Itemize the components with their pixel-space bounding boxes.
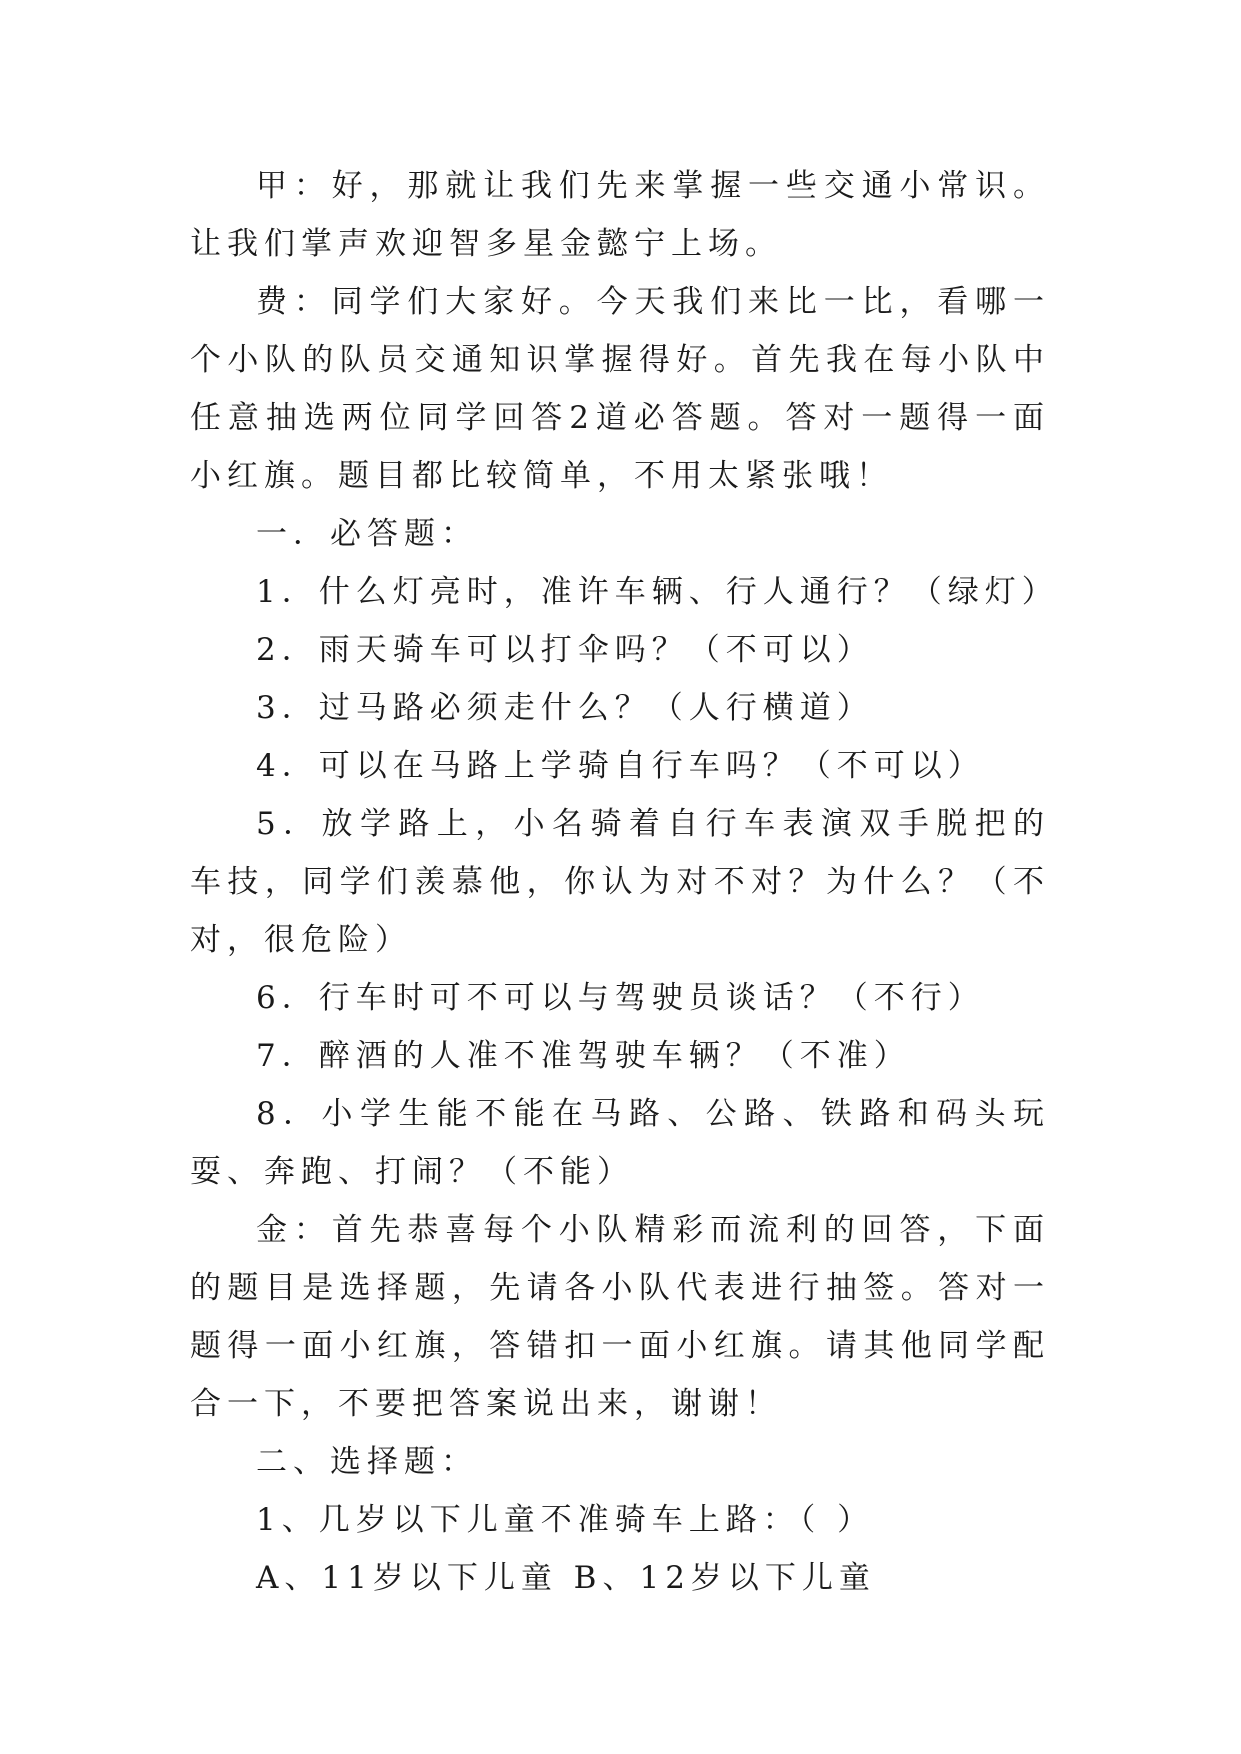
- question-item: 1．什么灯亮时，准许车辆、行人通行？（绿灯）: [256, 574, 1059, 610]
- choice-options: A、11岁以下儿童 B、12岁以下儿童: [256, 1560, 876, 1596]
- paragraph-intro-jia: 甲：好，那就让我们先来掌握一些交通小常识。让我们掌声欢迎智多星金懿宁上场。: [190, 168, 1050, 262]
- question-item: 2．雨天骑车可以打伞吗？（不可以）: [256, 632, 874, 668]
- question-item: 4．可以在马路上学骑自行车吗？（不可以）: [256, 748, 985, 784]
- paragraph-jin-rules: 金：首先恭喜每个小队精彩而流利的回答，下面的题目是选择题，先请各小队代表进行抽签。答对一题得一面小红旗，答错扣一面小红旗。请其他同学配合一下，不要把答案说出来，谢谢！: [190, 1212, 1050, 1422]
- question-item: 8．小学生能不能在马路、公路、铁路和码头玩耍、奔跑、打闹？（不能）: [190, 1096, 1050, 1190]
- question-item: 6．行车时可不可以与驾驶员谈话？（不行）: [256, 980, 985, 1016]
- question-item: 7．醉酒的人准不准驾驶车辆？（不准）: [256, 1038, 911, 1074]
- question-item: 5．放学路上，小名骑着自行车表演双手脱把的车技，同学们羡慕他，你认为对不对？为什么？（不对，很危险）: [190, 806, 1050, 958]
- section-heading-required: 一．必答题：: [256, 516, 478, 552]
- document-body: [190, 157, 1059, 1607]
- question-item: 3．过马路必须走什么？（人行横道）: [256, 690, 874, 726]
- choice-question: 1、几岁以下儿童不准骑车上路：（ ）: [256, 1502, 875, 1538]
- section-heading-choice: 二、选择题：: [256, 1444, 478, 1480]
- paragraph-fei-rules: 费：同学们大家好。今天我们来比一比，看哪一个小队的队员交通知识掌握得好。首先我在每小队中任意抽选两位同学回答2道必答题。答对一题得一面小红旗。题目都比较简单，不用太紧张哦！: [190, 284, 1050, 494]
